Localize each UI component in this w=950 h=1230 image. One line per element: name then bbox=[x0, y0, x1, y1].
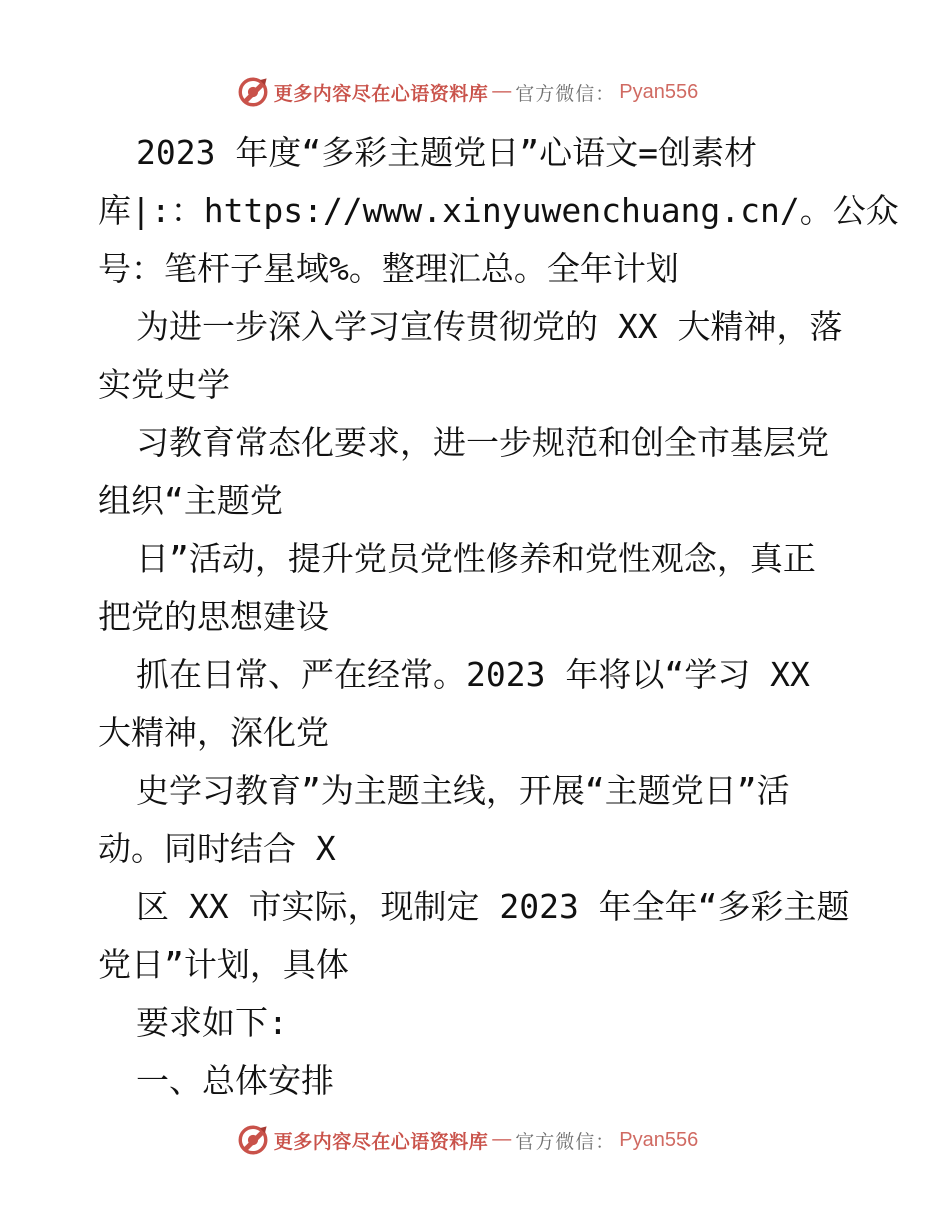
footer-banner-wechat-id: Pyan556 bbox=[619, 1128, 699, 1151]
header-banner-wechat-label: 官方微信： bbox=[515, 82, 616, 105]
text-line: 2023 年度“多彩主题党日”心语文=创素材 bbox=[136, 133, 757, 172]
footer-banner-dash: — bbox=[492, 1129, 512, 1150]
text-line: 日”活动，提升党员党性修养和党性观念，真正 bbox=[136, 539, 816, 578]
text-line: 动。同时结合 X bbox=[98, 829, 336, 868]
header-watermark-banner bbox=[0, 70, 950, 114]
text-line: 实党史学 bbox=[98, 365, 230, 404]
footer-banner-wechat-label: 官方微信： bbox=[515, 1130, 616, 1153]
xinyu-logo-icon bbox=[236, 75, 270, 109]
text-line: 大精神，深化党 bbox=[98, 713, 329, 752]
footer-banner-title: 更多内容尽在心语资料库 bbox=[273, 1130, 489, 1153]
text-line: 习教育常态化要求，进一步规范和创全市基层党 bbox=[136, 423, 829, 462]
header-banner-content bbox=[236, 75, 699, 109]
header-banner-title: 更多内容尽在心语资料库 bbox=[273, 82, 489, 105]
text-line: 抓在日常、严在经常。2023 年将以“学习 XX bbox=[136, 655, 810, 694]
section-heading: 一、总体安排 bbox=[136, 1061, 334, 1100]
header-banner-wechat-id: Pyan556 bbox=[619, 80, 699, 103]
text-line: 把党的思想建设 bbox=[98, 597, 329, 636]
footer-watermark-banner bbox=[0, 1118, 950, 1162]
header-banner-dash: — bbox=[492, 81, 512, 102]
text-line: 为进一步深入学习宣传贯彻党的 XX 大精神，落 bbox=[136, 307, 843, 346]
text-line: 号：笔杆子星域%。整理汇总。全年计划 bbox=[98, 249, 679, 288]
text-line: 党日”计划，具体 bbox=[98, 945, 349, 984]
text-line: 要求如下: bbox=[136, 1003, 288, 1042]
text-line: 组织“主题党 bbox=[98, 481, 283, 520]
footer-banner-content bbox=[236, 1123, 699, 1157]
text-line: 区 XX 市实际，现制定 2023 年全年“多彩主题 bbox=[136, 887, 850, 926]
xinyu-logo-icon bbox=[236, 1123, 270, 1157]
text-line: 史学习教育”为主题主线，开展“主题党日”活 bbox=[136, 771, 790, 810]
text-line: 库|:：https://www.xinyuwenchuang.cn/。公众 bbox=[98, 191, 899, 230]
